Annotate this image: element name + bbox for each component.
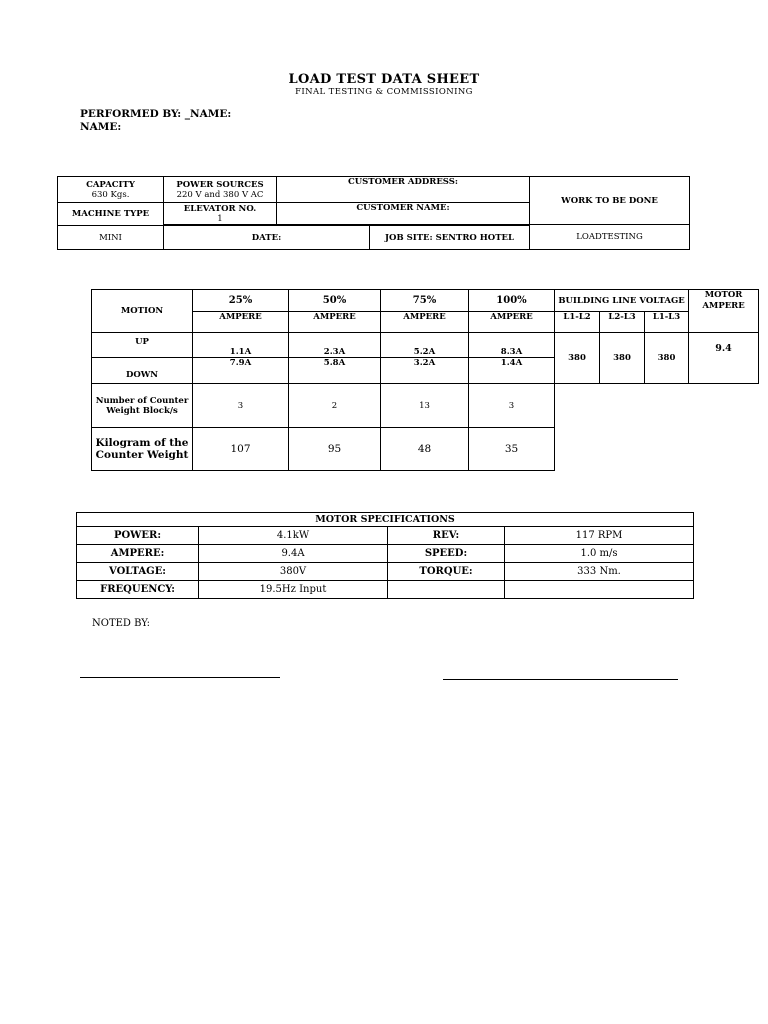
load-up-row <box>92 333 759 358</box>
up-value-50: 2.3A <box>289 333 381 358</box>
power-sources-value: 220 V and 380 V AC <box>176 189 264 200</box>
down-value-100: 1.4A <box>469 358 555 384</box>
motor-row <box>77 527 694 545</box>
line-l1-l2: L1-L2 <box>555 312 600 333</box>
cw-kg-100: 35 <box>469 428 555 471</box>
percent-25: 25% <box>193 290 289 312</box>
cw-blocks-50: 2 <box>289 384 381 428</box>
document-title: LOAD TEST DATA SHEET <box>288 72 480 87</box>
job-site-cell: JOB SITE: SENTRO HOTEL <box>370 226 530 250</box>
motor-specs-title: MOTOR SPECIFICATIONS <box>77 513 694 527</box>
voltage-value: 380V <box>199 563 388 581</box>
line-l2-l3: L2-L3 <box>600 312 645 333</box>
ampere-label: AMPERE: <box>77 545 199 563</box>
up-value-25: 1.1A <box>193 333 289 358</box>
info-table <box>57 176 690 250</box>
name-label: NAME: <box>80 121 122 133</box>
up-value-100: 8.3A <box>469 333 555 358</box>
motor-title-row <box>77 513 694 527</box>
cw-blocks-25: 3 <box>193 384 289 428</box>
power-sources-cell <box>164 177 277 203</box>
voltage-l1-l2: 380 <box>555 333 600 384</box>
speed-value: 1.0 m/s <box>505 545 694 563</box>
performed-by-block <box>80 108 231 134</box>
machine-type-label: MACHINE TYPE <box>58 203 164 226</box>
load-test-table <box>91 289 759 471</box>
performed-by-label: PERFORMED BY: _NAME: <box>80 108 232 120</box>
date-label: DATE: <box>164 226 370 250</box>
frequency-value: 19.5Hz Input <box>199 581 388 599</box>
rev-label: REV: <box>388 527 505 545</box>
signature-line-left <box>80 677 280 678</box>
up-label: UP <box>92 333 193 358</box>
cw-blocks-75: 13 <box>381 384 469 428</box>
cw-kg-25: 107 <box>193 428 289 471</box>
motor-specifications-table <box>76 512 694 599</box>
torque-value: 333 Nm. <box>505 563 694 581</box>
cw-kg-50: 95 <box>289 428 381 471</box>
capacity-label: CAPACITY <box>86 179 135 190</box>
load-cw-blocks-row <box>92 384 759 428</box>
power-value: 4.1kW <box>199 527 388 545</box>
elevator-no-label: ELEVATOR NO. <box>183 203 257 214</box>
power-sources-label: POWER SOURCES <box>176 179 264 190</box>
ampere-value: 9.4A <box>199 545 388 563</box>
ampere-label: AMPERE <box>469 312 555 333</box>
ampere-label: AMPERE <box>289 312 381 333</box>
down-value-25: 7.9A <box>193 358 289 384</box>
speed-label: SPEED: <box>388 545 505 563</box>
customer-address-cell: CUSTOMER ADDRESS: <box>277 177 530 203</box>
up-value-75: 5.2A <box>381 333 469 358</box>
building-line-voltage-label: BUILDING LINE VOLTAGE <box>555 290 689 312</box>
motor-row <box>77 563 694 581</box>
motor-ampere-value: 9.4 <box>689 333 759 384</box>
signature-line-right <box>443 679 678 680</box>
torque-label: TORQUE: <box>388 563 505 581</box>
capacity-cell <box>58 177 164 203</box>
work-label-cell: WORK TO BE DONE <box>530 177 690 225</box>
machine-type-value: MINI <box>58 226 164 250</box>
ampere-label: AMPERE <box>381 312 469 333</box>
empty-label <box>388 581 505 599</box>
cw-kg-label: Kilogram of the Counter Weight <box>92 428 193 471</box>
elevator-no-cell <box>164 203 277 225</box>
load-subheader-row <box>92 312 759 333</box>
percent-100: 100% <box>469 290 555 312</box>
cw-blocks-100: 3 <box>469 384 555 428</box>
voltage-label: VOLTAGE: <box>77 563 199 581</box>
down-value-75: 3.2A <box>381 358 469 384</box>
down-label: DOWN <box>92 358 193 384</box>
cw-blocks-label: Number of Counter Weight Block/s <box>92 384 193 428</box>
work-value-cell: LOADTESTING <box>530 225 690 250</box>
motion-label: MOTION <box>92 290 193 333</box>
motor-row <box>77 581 694 599</box>
cw-kg-75: 48 <box>381 428 469 471</box>
voltage-l1-l3: 380 <box>645 333 689 384</box>
power-label: POWER: <box>77 527 199 545</box>
load-cw-kg-row <box>92 428 759 471</box>
info-row-1 <box>58 177 690 203</box>
capacity-value: 630 Kgs. <box>91 189 130 200</box>
percent-75: 75% <box>381 290 469 312</box>
customer-name-cell: CUSTOMER NAME: <box>277 203 530 225</box>
frequency-label: FREQUENCY: <box>77 581 199 599</box>
noted-by-label: NOTED BY: <box>92 618 151 629</box>
elevator-no-value: 1 <box>217 213 223 224</box>
document-subtitle: FINAL TESTING & COMMISSIONING <box>295 87 473 97</box>
motor-ampere-label: MOTOR AMPERE <box>689 290 759 333</box>
load-header-row <box>92 290 759 312</box>
empty-value <box>505 581 694 599</box>
voltage-l2-l3: 380 <box>600 333 645 384</box>
ampere-label: AMPERE <box>193 312 289 333</box>
motor-row <box>77 545 694 563</box>
percent-50: 50% <box>289 290 381 312</box>
line-l1-l3: L1-L3 <box>645 312 689 333</box>
down-value-50: 5.8A <box>289 358 381 384</box>
rev-value: 117 RPM <box>505 527 694 545</box>
